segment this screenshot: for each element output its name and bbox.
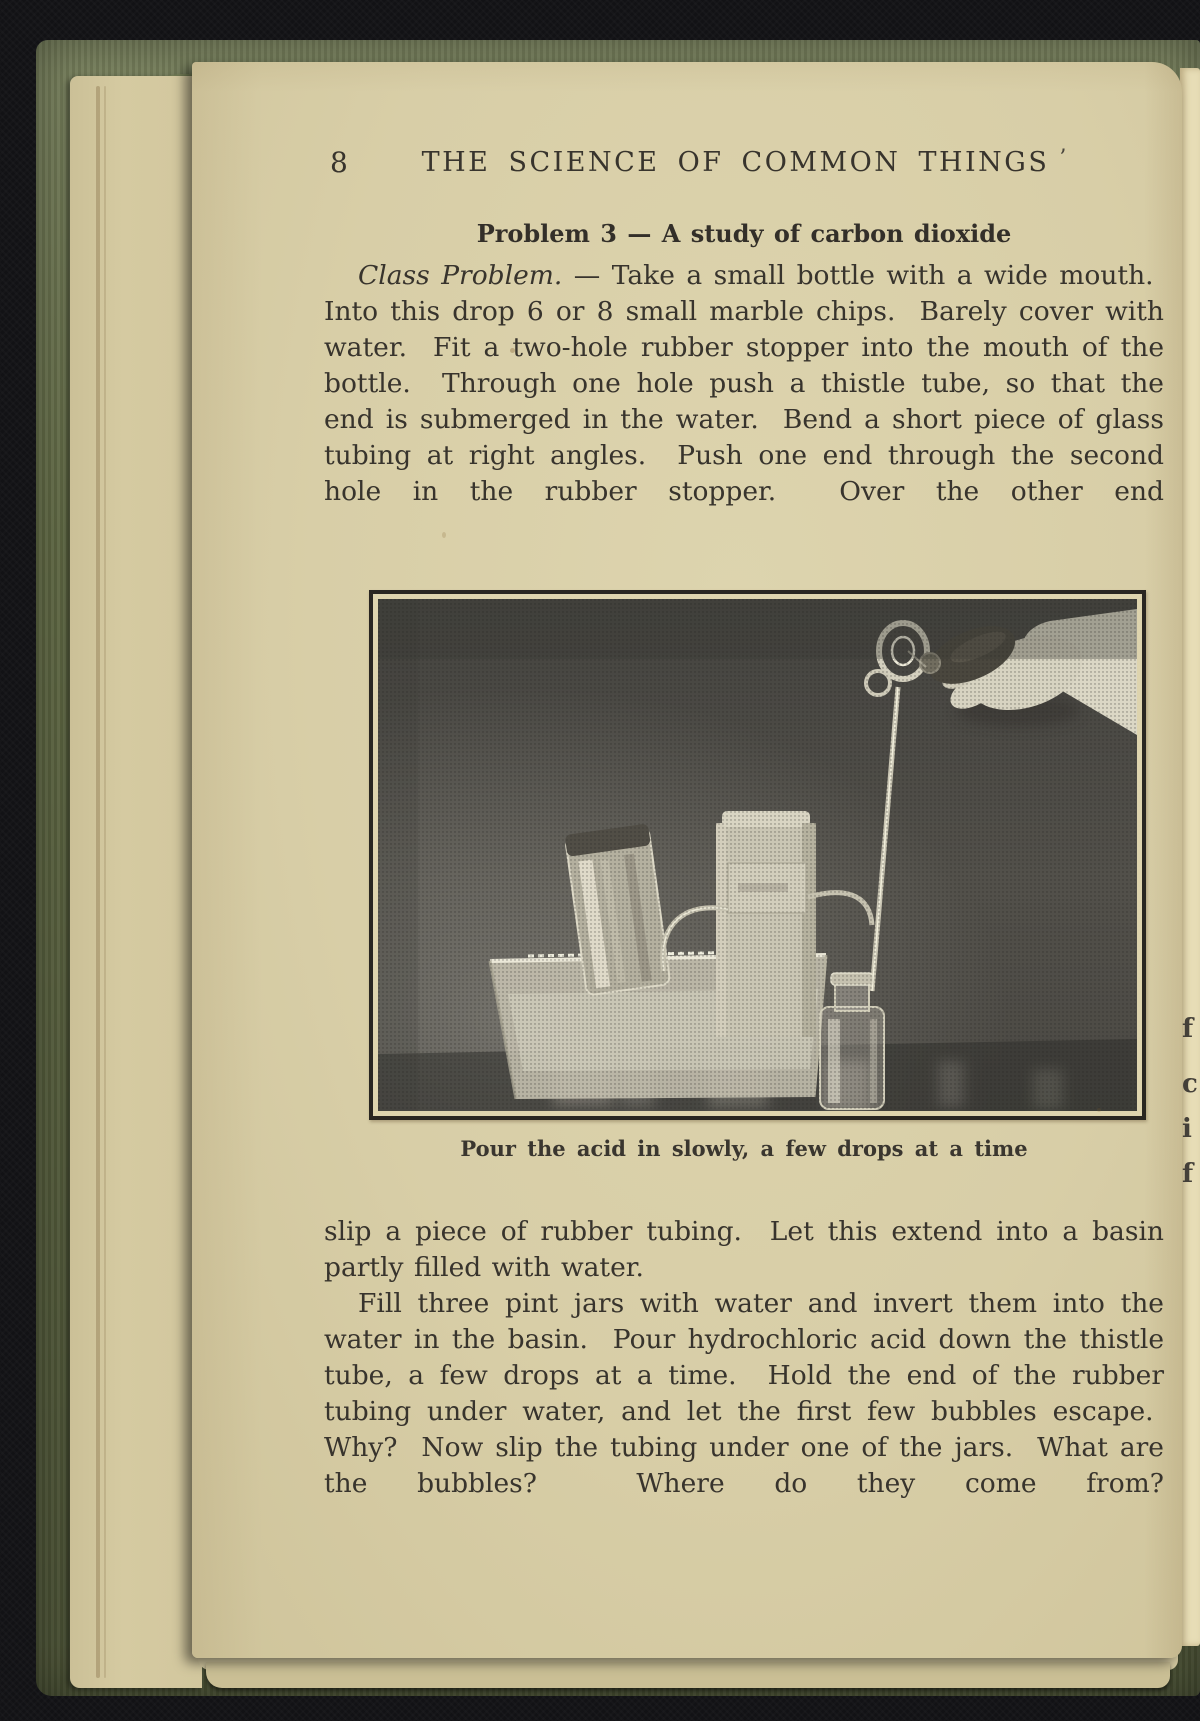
section-heading: Problem 3 — A study of carbon dioxide [476,219,1012,248]
paragraph-class-problem [324,258,1164,510]
page-number: 8 [330,146,348,179]
main-page [192,62,1182,1658]
paper-speck [510,348,515,353]
stray-pen-mark: ’ [1059,146,1067,171]
running-header-text: THE SCIENCE OF COMMON THINGS [421,147,1050,178]
paragraph-body: — Take a small bottle with a wide mouth. Into this drop 6 or 8 small marble chips. Barely cover with water. Fit a two-hole rubber stopper into the mouth of the bottle. Through one hole push a thistle tube, so that the end is submerged in the water. Bend a short piece of glass tubing at right angles. Push one end through the second hole in the rubber stopper. Over the other end [324,260,1164,507]
photo-illustration [378,599,1137,1111]
next-page-text-fragment: f [1182,1014,1194,1044]
figure-photograph [369,590,1146,1120]
photo-frame [369,590,1146,1120]
next-page-text-fragment: f [1182,1159,1194,1189]
page-crease-line [96,86,100,1678]
next-page-text-fragment: c [1182,1069,1198,1099]
paragraph-lead-italic: Class Problem. [358,260,563,291]
under-page-edge [70,76,202,1688]
paragraph-continuation: slip a piece of rubber tubing. Let this extend into a basin partly filled with water. [324,1216,1164,1283]
paragraph-procedure: Fill three pint jars with water and invert them into the water in the basin. Pour hydrochloric acid down the thistle tube, a few drops at a time. Hold the end of the rubber tubing under water, and let the first few bubbles escape. Why? Now slip the tubing under one of the jars. What are the bubbles? Where do they come from? [324,1288,1164,1499]
paper-speck [1097,1108,1101,1112]
next-page-sliver [1180,68,1200,1646]
bottom-page-stack-edge [206,1662,1170,1688]
paper-speck [442,532,446,538]
photo-halftone-texture [378,599,1137,1111]
page-crease-line [104,86,106,1678]
running-header [324,146,1164,178]
next-page-text-fragment: i [1182,1114,1192,1144]
figure-caption: Pour the acid in slowly, a few drops at a time [460,1136,1028,1161]
